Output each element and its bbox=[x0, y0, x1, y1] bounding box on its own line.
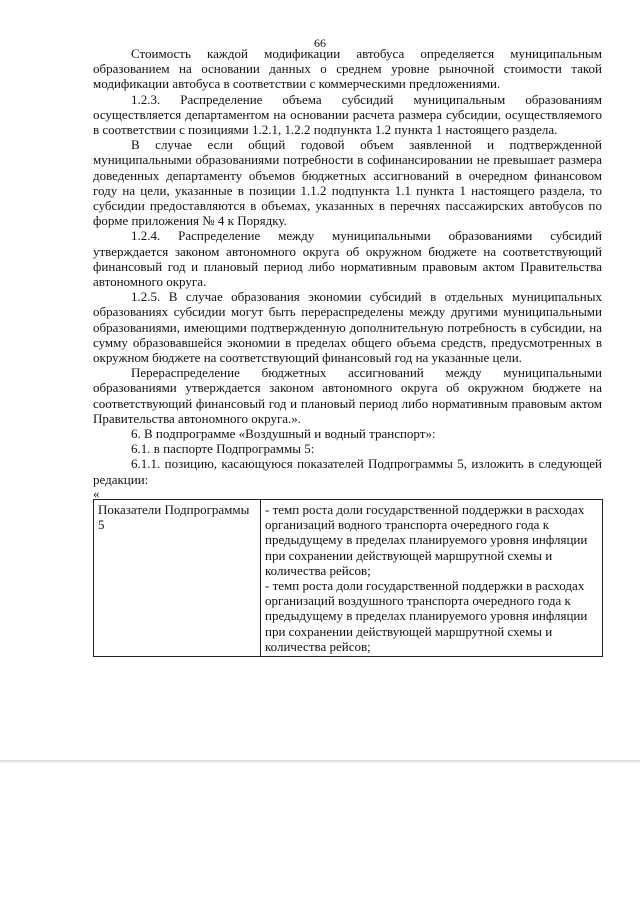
paragraph-reallocation: Перераспределение бюджетных ассигнований между муниципальными образованиями утверждается законом автономного округа об окружном бюджете на соответствующий финансовый год и плановый период либо нормативным правовым актом Правительства автономного округа.». bbox=[93, 365, 602, 426]
document-body bbox=[93, 46, 602, 657]
page-number: 66 bbox=[314, 36, 326, 50]
paragraph-item-6-1-1: 6.1.1. позицию, касающуюся показателей Подпрограммы 5, изложить в следующей редакции: bbox=[93, 456, 602, 487]
indicators-table bbox=[93, 499, 603, 657]
paragraph-item-6-1: 6.1. в паспорте Подпрограммы 5: bbox=[131, 441, 315, 457]
opening-quote: « bbox=[93, 485, 100, 501]
indicators-value-cell bbox=[261, 499, 603, 656]
table-row bbox=[94, 499, 603, 656]
paragraph-bus-cost: Стоимость каждой модификации автобуса определяется муниципальным образованием на основании данных о среднем уровне рыночной стоимости такой модификации автобуса в соответствии с коммерческими предложениями. bbox=[93, 46, 602, 92]
paragraph-cofinancing: В случае если общий годовой объем заявленной и подтвержденной муниципальными образованиями потребности в софинансировании не превышает размера доведенных департаменту объемов бюджетных ассигнований в очередном финансовом году на цели, указанные в позиции 1.1.2 подпункта 1.1 пункта 1 настоящего раздела, то субсидии предоставляются в объемах, указанных в перечнях пассажирских автобусов по форме приложения № 4 к Порядку. bbox=[93, 137, 602, 229]
paragraph-item-6: 6. В подпрограмме «Воздушный и водный транспорт»: bbox=[131, 426, 436, 442]
paragraph-1-2-5: 1.2.5. В случае образования экономии субсидий в отдельных муниципальных образованиях субсидии могут быть перераспределены между другими муниципальными образованиями, имеющими подтвержденную дополнительную потребность в субсидии, на сумму образовавшейся экономии в пределах общего объема средств, предусмотренных в окружном бюджете на соответствующий финансовый год на указанные цели. bbox=[93, 289, 602, 366]
paragraph-1-2-3: 1.2.3. Распределение объема субсидий муниципальным образованиям осуществляется департаментом на основании расчета размера субсидии, осуществляемого в соответствии с позициями 1.2.1, 1.2.2 подпункта 1.2 пункта 1 настоящего раздела. bbox=[93, 91, 602, 138]
indicators-label-cell: Показатели Подпрограммы 5 bbox=[94, 499, 261, 656]
indicator-air-transport: - темп роста доли государственной поддержки в расходах организаций воздушного транспорта очередного года к предыдущему в пределах планируемого уровня инфляции при сохранении действующей маршрутной схемы и количества рейсов; bbox=[265, 577, 588, 654]
page-edge-shadow bbox=[0, 760, 640, 763]
indicator-water-transport: - темп роста доли государственной поддержки в расходах организаций водного транспорта очередного года к предыдущему в пределах планируемого уровня инфляции при сохранении действующей маршрутной схемы и количества рейсов; bbox=[265, 501, 588, 578]
paragraph-1-2-4: 1.2.4. Распределение между муниципальными образованиями субсидий утверждается законом автономного округа об окружном бюджете на соответствующий финансовый год и плановый период либо нормативным правовым актом Правительства автономного округа. bbox=[93, 228, 602, 290]
